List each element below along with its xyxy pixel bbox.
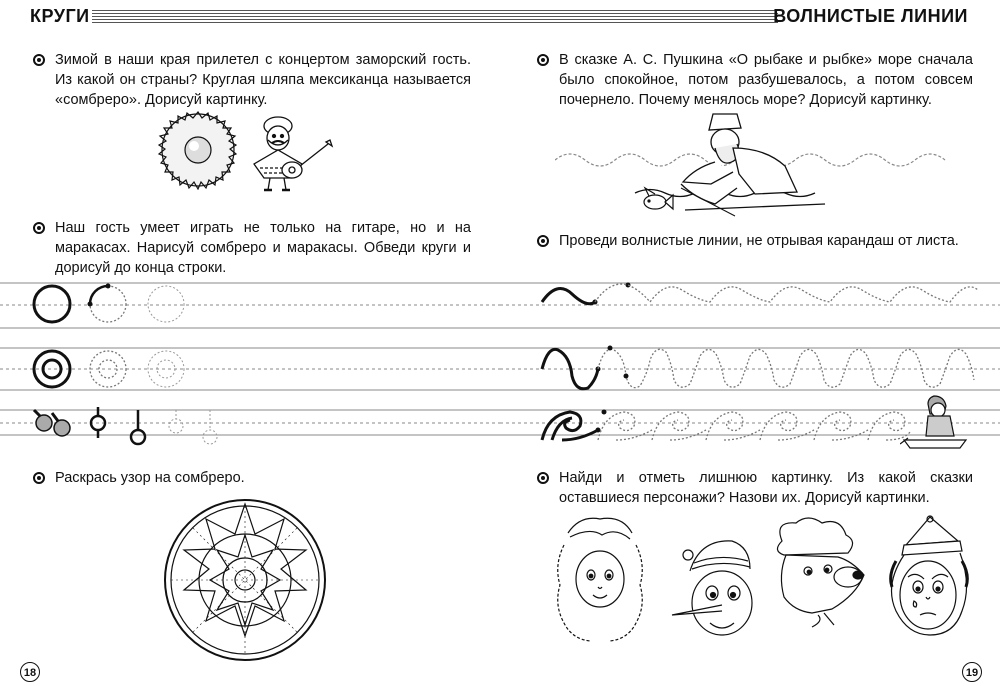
header-rules [92, 10, 500, 26]
target-bullet-icon [33, 222, 45, 234]
circles-tracing-area [0, 280, 500, 450]
pinocchio-illustration [670, 535, 770, 650]
target-bullet-icon [33, 54, 45, 66]
maracas-icon [34, 410, 70, 436]
header-rules [500, 10, 778, 26]
left-task-1-text: Зимой в наши края прилетел с концертом заморский гость. Из какой он страны? Круглая шляпа мексиканца называется «сомбреро». Дорисуй картинку. [55, 52, 471, 108]
left-task-2 [33, 218, 471, 278]
goldfish-illustration [635, 186, 675, 216]
left-task-1 [33, 50, 471, 110]
old-woman-trough-illustration [900, 392, 970, 454]
right-task-2 [537, 231, 973, 251]
target-bullet-icon [537, 235, 549, 247]
left-page-number: 18 [20, 662, 40, 682]
dog-artemon-illustration [768, 515, 878, 635]
mexican-guitarist-illustration [240, 112, 340, 194]
old-man-fisherman-illustration [675, 108, 815, 220]
target-bullet-icon [537, 472, 549, 484]
curly-hair-girl-illustration [550, 515, 650, 645]
left-header [30, 6, 500, 30]
target-bullet-icon [33, 472, 45, 484]
right-header-title: ВОЛНИСТЫЕ ЛИНИИ [773, 6, 968, 26]
right-task-2-text: Проведи волнистые линии, не отрывая карандаш от листа. [559, 233, 959, 249]
pierrot-illustration [878, 515, 978, 645]
right-page [500, 0, 1000, 686]
right-task-1-text: В сказке А. С. Пушкина «О рыбаке и рыбке» море сначала было спокойное, потом разбушевалось, а потом совсем почернело. Почему менялось море? Дорисуй картинку. [559, 52, 973, 108]
right-task-3-text: Найди и отметь лишнюю картинку. Из какой сказки оставшиеся персонажи? Назови их. Дорисуй картинки. [559, 470, 973, 506]
right-header [500, 6, 968, 30]
right-task-1 [537, 50, 973, 110]
sombrero-pattern-mandala [160, 495, 330, 665]
sombrero-illustration [155, 110, 245, 190]
left-task-3-text: Раскрась узор на сомбреро. [55, 470, 245, 486]
left-task-2-text: Наш гость умеет играть не только на гитаре, но и на маракасах. Нарисуй сомбреро и маракасы. Обведи круги и дорисуй до конца строки. [55, 220, 471, 276]
left-task-3 [33, 468, 471, 488]
target-bullet-icon [537, 54, 549, 66]
right-page-number: 19 [962, 662, 982, 682]
right-task-3 [537, 468, 973, 508]
left-header-title: КРУГИ [30, 6, 90, 26]
